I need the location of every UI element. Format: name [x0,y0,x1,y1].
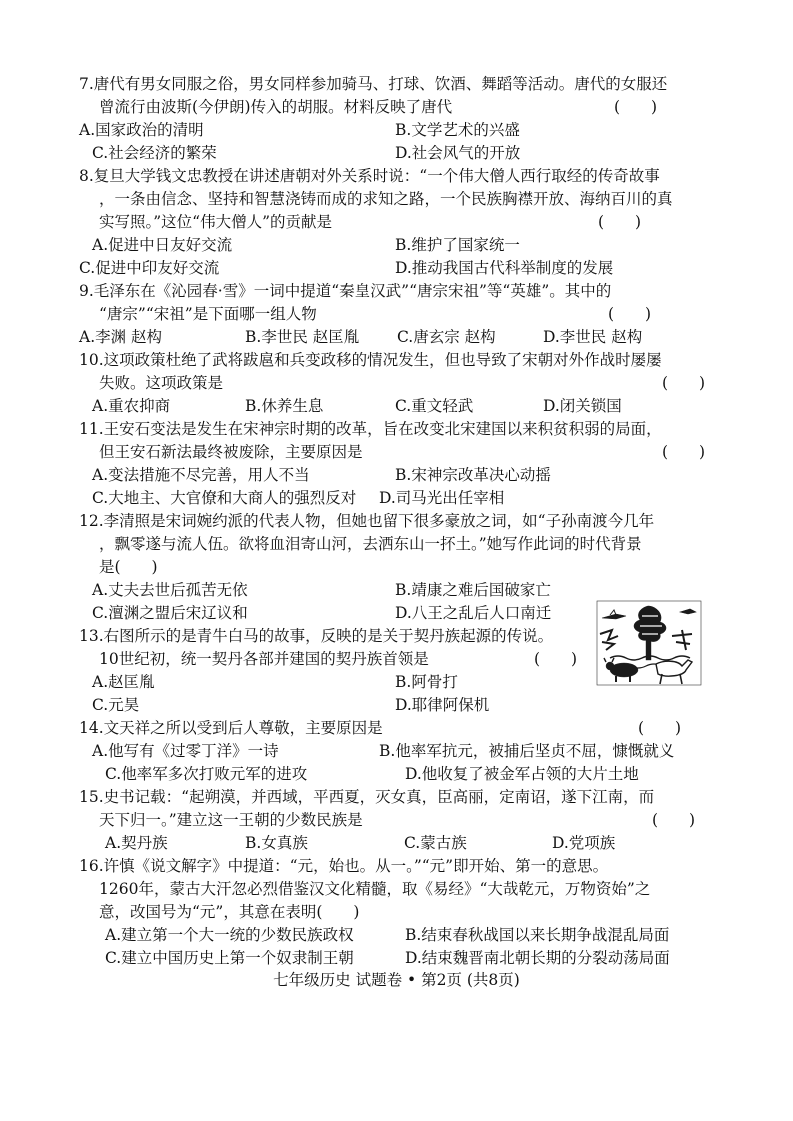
question-14-option-b: B.他率军抗元，被捕后坚贞不屈，慷慨就义 [379,742,675,760]
question-11-option-a: A.变法措施不尽完善，用人不当 [92,466,310,484]
question-8-option-b: B.维护了国家统一 [395,236,520,254]
question-13-answer-parens: ( ) [534,650,578,668]
question-14-option-c: C.他率军多次打败元军的进攻 [105,765,308,783]
question-8-stem-line-1: 8.复旦大学钱文忠教授在讲述唐朝对外关系时说：“一个伟大僧人西行取经的传奇故事 [79,167,660,185]
question-11-option-c: C.大地主、大官僚和大商人的强烈反对 [92,489,357,507]
question-11-stem-line-2: 但王安石新法最终被废除，主要原因是 [99,443,363,461]
question-15-stem-line-1: 15.史书记载：“起朔漠，并西域，平西夏，灭女真，臣高丽，定南诏，遂下江南，而 [79,788,655,806]
question-9-stem-line-1: 9.毛泽东在《沁园春·雪》一词中提道“秦皇汉武”“唐宗宋祖”等“英雄”。其中的 [79,282,612,300]
question-10-answer-parens: ( ) [662,374,706,392]
question-7-answer-parens: ( ) [614,98,658,116]
question-7-stem-line-2: 曾流行由波斯(今伊朗)传入的胡服。材料反映了唐代 [99,98,453,116]
question-16-option-a: A.建立第一个大一统的少数民族政权 [105,926,354,944]
question-10-option-d: D.闭关锁国 [543,397,622,415]
page-footer: 七年级历史 试题卷 • 第2页 (共8页) [273,971,520,989]
question-13-option-c: C.元昊 [92,696,140,714]
question-11-stem-line-1: 11.王安石变法是发生在宋神宗时期的改革，旨在改变北宋建国以来积贫积弱的局面， [79,420,662,438]
question-16-option-d: D.结束魏晋南北朝长期的分裂动荡局面 [405,949,670,967]
question-8-answer-parens: ( ) [598,213,642,231]
question-16-option-b: B.结束春秋战国以来长期争战混乱局面 [405,926,670,944]
question-10-option-c: C.重文轻武 [395,397,474,415]
question-9-option-b: B.李世民 赵匡胤 [245,328,360,346]
question-15-answer-parens: ( ) [652,811,696,829]
question-7-option-b: B.文学艺术的兴盛 [395,121,520,139]
question-9-option-d: D.李世民 赵构 [543,328,643,346]
question-12-stem-line-3: 是( ) [99,558,158,576]
question-12-option-a: A.丈夫去世后孤苦无依 [92,581,248,599]
question-7-option-d: D.社会风气的开放 [395,144,521,162]
question-11-answer-parens: ( ) [662,443,706,461]
question-16-stem-line-2: 1260年，蒙古大汗忽必烈借鉴汉文化精髓，取《易经》“大哉乾元，万物资始”之 [99,880,651,898]
question-11-option-b: B.宋神宗改革决心动摇 [395,466,551,484]
question-15-stem-line-2: 天下归一。”建立这一王朝的少数民族是 [99,811,363,829]
question-10-option-b: B.休养生息 [245,397,324,415]
question-10-stem-line-2: 失败。这项政策是 [99,374,224,392]
question-13-option-b: B.阿骨打 [395,673,458,691]
qingniu-baima-illustration-icon [596,600,702,686]
question-15-option-c: C.蒙古族 [404,834,467,852]
question-11-option-d: D.司马光出任宰相 [379,489,505,507]
question-14-stem-line-1: 14.文天祥之所以受到后人尊敬，主要原因是 [79,719,383,737]
question-15-option-d: D.党项族 [552,834,616,852]
question-7-option-a: A.国家政治的清明 [79,121,204,139]
question-12-option-b: B.靖康之难后国破家亡 [395,581,551,599]
question-13-stem-line-2: 10世纪初，统一契丹各部并建国的契丹族首领是 [99,650,429,668]
question-13-stem-line-1: 13.右图所示的是青牛白马的故事，反映的是关于契丹族起源的传说。 [79,627,554,645]
question-13-option-d: D.耶律阿保机 [395,696,490,714]
question-12-stem-line-2: ，飘零遂与流人伍。欲将血泪寄山河，去洒东山一抔土。”她写作此词的时代背景 [99,535,642,553]
question-12-stem-line-1: 12.李清照是宋词婉约派的代表人物，但她也留下很多豪放之词，如“子孙南渡今几年 [79,512,655,530]
question-9-option-c: C.唐玄宗 赵构 [397,328,496,346]
question-10-option-a: A.重农抑商 [92,397,171,415]
question-9-answer-parens: ( ) [608,305,652,323]
question-13-option-a: A.赵匡胤 [92,673,155,691]
question-12-option-c: C.澶渊之盟后宋辽议和 [92,604,248,622]
question-8-option-c: C.促进中印友好交流 [79,259,220,277]
question-9-option-a: A.李渊 赵构 [79,328,163,346]
question-8-stem-line-2: ，一条由信念、坚持和智慧浇铸而成的求知之路，一个民族胸襟开放、海纳百川的真 [99,190,673,208]
question-16-option-c: C.建立中国历史上第一个奴隶制王朝 [105,949,354,967]
question-15-option-b: B.女真族 [245,834,308,852]
question-9-stem-line-2: “唐宗”“宋祖”是下面哪一组人物 [99,305,317,323]
question-14-answer-parens: ( ) [638,719,682,737]
question-14-option-d: D.他收复了被金军占领的大片土地 [405,765,639,783]
question-12-option-d: D.八王之乱后人口南迁 [395,604,552,622]
question-15-option-a: A.契丹族 [105,834,168,852]
question-16-stem-line-1: 16.许慎《说文解字》中提道：“元，始也。从一。”“元”即开始、第一的意思。 [79,857,609,875]
question-8-stem-line-3: 实写照。”这位“伟大僧人”的贡献是 [99,213,333,231]
question-8-option-a: A.促进中日友好交流 [92,236,233,254]
question-7-option-c: C.社会经济的繁荣 [92,144,217,162]
question-7-stem-line-1: 7.唐代有男女同服之俗，男女同样参加骑马、打球、饮酒、舞蹈等活动。唐代的女服还 [79,75,668,93]
question-14-option-a: A.他写有《过零丁洋》一诗 [92,742,279,760]
question-8-option-d: D.推动我国古代科举制度的发展 [395,259,614,277]
question-16-stem-line-3: 意，改国号为“元”，其意在表明( ) [99,903,360,921]
question-10-stem-line-1: 10.这项政策杜绝了武将跋扈和兵变政移的情况发生，但也导致了宋朝对外作战时屡屡 [79,351,662,369]
